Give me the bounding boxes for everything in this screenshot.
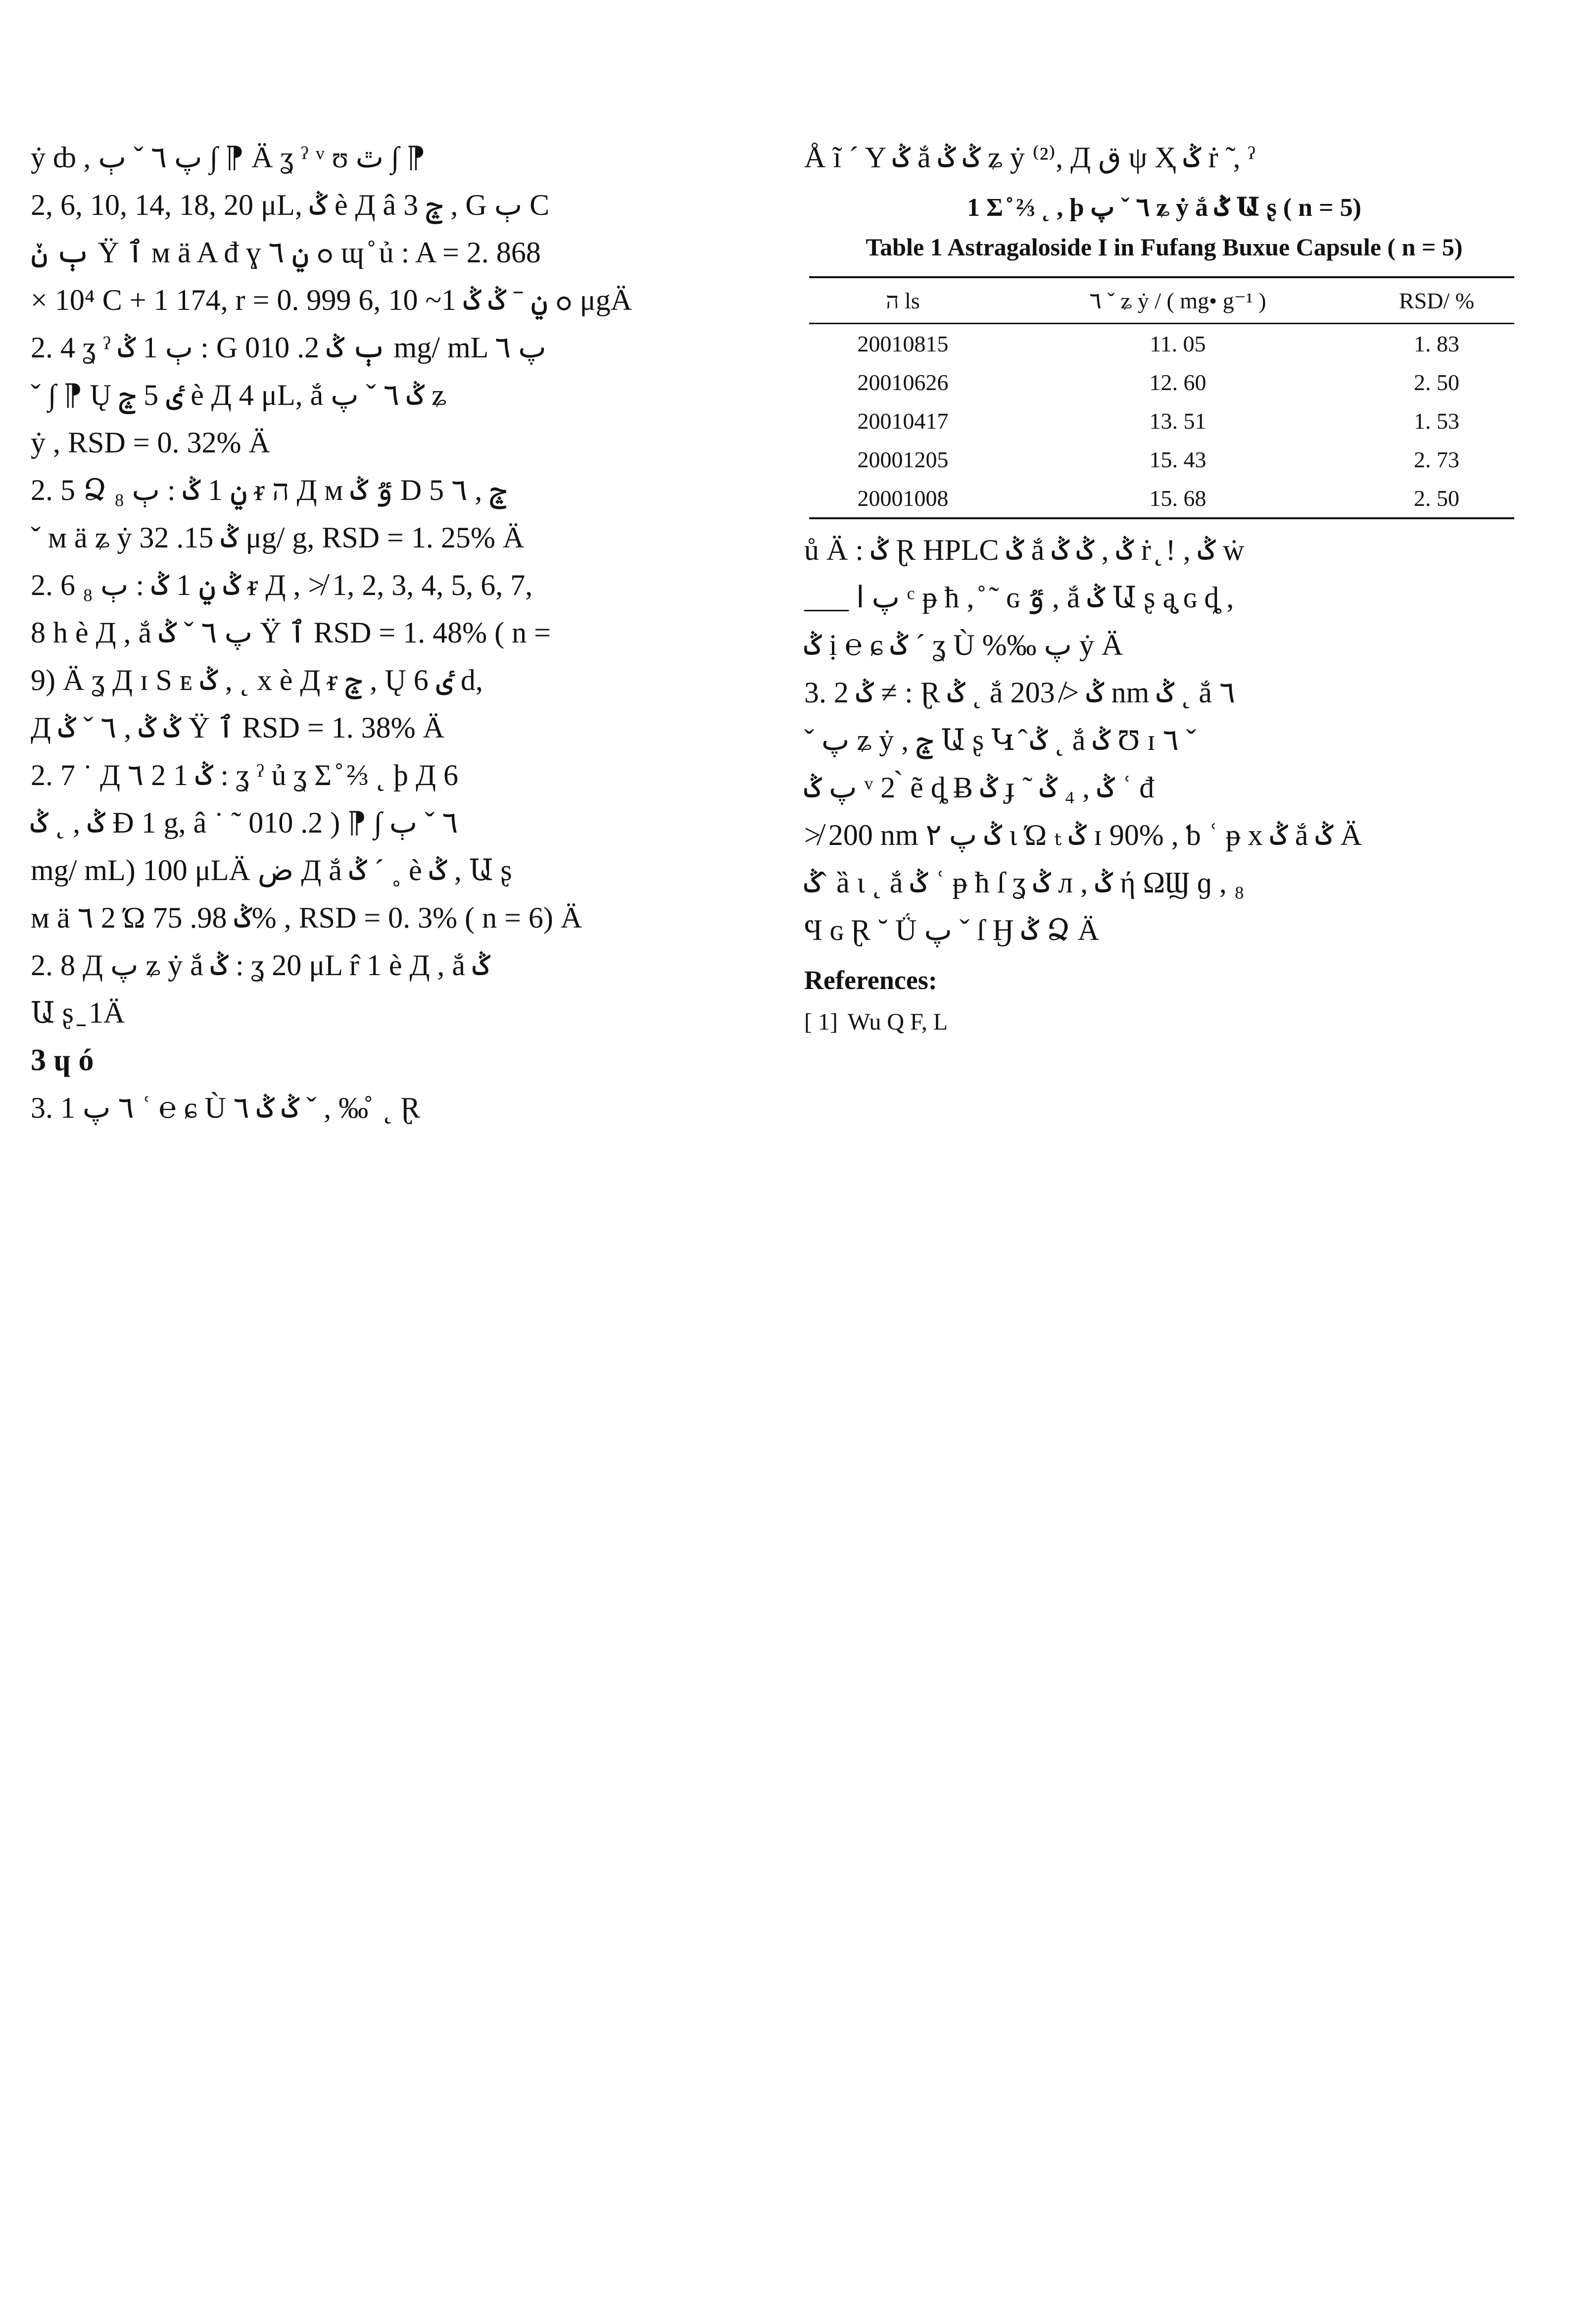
- table-row: [809, 363, 1514, 401]
- text-line: 2. 7 ˙ Д ٦ 2 1 ݣ : ʓ ˀ ủ ʓ Σ ̊ ⅔ ˛ þ Д 6: [31, 759, 458, 791]
- text-line: 9) Ä ʓ Д ɪ Ѕ ᴇ ݣ , ˛ х è Д ᵲ ݘ , Ų ٸ 6 d,: [31, 664, 483, 696]
- table-cell: 2. 50: [1413, 485, 1459, 511]
- text-line: Ա ʂ ̱ 1Ä: [31, 996, 125, 1029]
- table-cell: 1. 53: [1413, 408, 1459, 434]
- left-lines: [31, 134, 743, 1037]
- reference-text: Wu Q F, L: [847, 1009, 948, 1035]
- section-heading: 3 ɥ ó: [31, 1043, 94, 1077]
- text-line: ˇ ﭖ ʑ ẏ , ݘ Ա ʂ Կ ̂ ݣ ˛ ắ ݣ Ʊ ɪ ٦ ˇ: [804, 724, 1196, 756]
- text-line: ___ ﭖ ا ᶜ ᵽ ħ , ̊ ˜ ɢ ٷ , ắ ݣ Ա ʂ ą̧ ɢ ȡ ,: [804, 581, 1234, 614]
- table-header-row: [809, 277, 1514, 324]
- text-line: 2. 5 Ձ ݧ 1 ݣ : ٻ ₈ ᵲ ה Д ᴍ ٷ ݣ D 5 ݘ , ٦: [31, 474, 507, 506]
- reference-item: [804, 1002, 1524, 1042]
- table-row: [809, 440, 1514, 479]
- table-cell: 2. 50: [1413, 369, 1459, 395]
- table-cell: 1. 83: [1413, 331, 1459, 356]
- table-header-rsd: RSD/ %: [1398, 288, 1475, 313]
- text-line: ݣ , ˛ ݣ Ð 1 g, â ˙ ˜ ٦ ˇ ٻ ∫ ⁋ ( 2. 010: [31, 806, 458, 839]
- text-line: ẏ ȸ , ﭖ ٦ ˇ ٻ ∫ ⁋ Ä ʓ ˀ ᵛ ʊ ٿ ∫ ⁋: [31, 141, 426, 174]
- table-row: [809, 479, 1514, 518]
- table-body: [809, 324, 1514, 519]
- table-cell: 15. 68: [1149, 485, 1206, 511]
- right-body-lines: [804, 526, 1524, 954]
- text-line: ݣ ị ℮ ɕ ݣ ˊ ʓ Ù %‰ ﭖ ẏ Ä: [804, 629, 1123, 661]
- reference-number: [ 1]: [804, 1009, 838, 1035]
- table-header-batch: ה ls: [886, 288, 920, 313]
- data-table: [809, 276, 1514, 519]
- table-caption-zh: 1 Σ ̊ ⅔ ˛ , þ ٦ ˇ ﭖ ʑ ẏ ắ ݣ Ա ʂ ( n = 5): [966, 194, 1362, 222]
- right-column: [804, 134, 1524, 1042]
- text-line: ˇ ∫ ⁋ Ų ٸ 5 ݘ è Д 4 μL, ắ ݣ ٦ ˇ ﭖ ʑ: [31, 379, 446, 411]
- text-line: 3. 2 ݣ ≠ : Ɽ ݣ ˛ ắ ݣ ≯ 203 nm ݣ ˛ ắ ٦: [804, 676, 1236, 709]
- table-caption-en: Table 1 Astragaloside I in Fufang Buxue Capsule ( n = 5): [866, 233, 1463, 261]
- text-line: 2. 8 Д ﭖ ʑ ẏ ắ ݣ : ʓ 20 μL r̂ 1 è Д , ắ ݣ: [31, 949, 490, 982]
- text-line: Д ݣ ݣ , ٦ ˇ ݣ Ÿ ٱ RSD = 1. 38% Ä: [31, 711, 444, 744]
- text-line: 2. 4 ʓ ˀ ٻ 1 ݣ : G ٻ ݣ 2. 010 mg/ mL ﭖ ٦: [31, 331, 546, 364]
- text-line: 8 h è Д , ắ ﭖ ٦ ˇ ݣ Ÿ ٱ RSD = 1. 48% ( n =: [31, 616, 551, 649]
- table-cell: 15. 43: [1149, 446, 1206, 472]
- references-heading: References:: [804, 965, 937, 995]
- text-line: ᴍ ä ٦ 2 Ώ ݣ 98. 75% , RSD = 0. 3% ( n = 6) Ä: [31, 901, 582, 934]
- table-cell: 20010815: [857, 331, 949, 356]
- text-line: ݣ ̂ ȁ ɩ ˛ ắ ݣ ʿ ᵽ ħ ſ ʓ ݣ л , ݣ ή ΩϢ ɡ , ₈: [804, 866, 1245, 899]
- table-cell: 2. 73: [1413, 446, 1459, 472]
- left-last-line: 3. 1 ٦ ﭖ ʿ ℮ ɕ Ù ݣ ݣ ٦ ˇ , ‰ ̊ ˛ Ɽ: [31, 1091, 421, 1124]
- text-line: ٻ ݩ Ÿ ٱ ᴍ ä A đ ɣ ߋ ݧ ٦ ɰ ̊ ủ : A = 2. 868: [31, 236, 541, 269]
- left-column: [31, 134, 743, 1132]
- text-line: ﭖ ݣ ᵛ 2 ̀ ẽ ȡ Ƀ ݣ ɟ ˜ ݣ , ₄ ݣ ʿ đ: [804, 771, 1155, 804]
- table-cell: 20010626: [857, 369, 949, 395]
- text-line: Å ĩ ˊ Y ݣ ắ ݣ ݣ ʑ ẏ ⁽²⁾, Д ق ψ Ҳ ݣ ṙ ̃ , ˀ: [804, 141, 1255, 174]
- text-line: × 10⁴ C + 1 174, r = 0. 999 6, ߋ ݧ ˉ ݣ ݣ 1~ 10 μgÄ: [31, 284, 632, 316]
- table-cell: 20001008: [857, 485, 949, 511]
- table-row: [809, 324, 1514, 363]
- right-intro-lines: [804, 134, 1524, 181]
- text-line: 2. 6 ݣ ݧ 1 ݣ : ٻ ₈ ᵲ Д , ≯ 1, 2, 3, 4, 5, 6, 7,: [31, 569, 533, 601]
- text-line: mg/ mL) 100 μLÄ ض Д ắ ݣ ˊ ˳ è ݣ , Ա ʂ: [31, 854, 512, 887]
- table-cell: 20010417: [857, 408, 949, 434]
- text-line: Ϥ ɢ Ɽ ˘ Ǘ ﭖ ˇ ſ Ӈ ݣ Ձ Ä: [804, 914, 1100, 946]
- table-cell: 20001205: [857, 446, 949, 472]
- text-line: ˇ ᴍ ä ʑ ẏ ݣ 15. 32 μg/ g, RSD = 1. 25% Ä: [31, 521, 525, 554]
- table-cell: 12. 60: [1149, 369, 1206, 395]
- reference-list: [804, 1002, 1524, 1042]
- text-line: ů Ä : ݣ Ɽ HPLC ݣ ắ ݣ , ݣ ݣ ṙ ̨ ! , ݣ ẇ: [804, 534, 1245, 566]
- text-line: ≯ 200 nm ݣ ﭖ ٢ ɩ Ώ ₜ ݣ ɪ 90% , ƅ ʿ ᵽ x ݣ ắ ݣ Ä: [804, 819, 1362, 851]
- table-row: [809, 401, 1514, 440]
- text-line: ẏ , RSD = 0. 32% Ä: [31, 426, 270, 459]
- table-header-content: ٦ ˇ ʑ ẏ / ( mg• g⁻¹ ): [1089, 288, 1266, 313]
- table-cell: 11. 05: [1150, 331, 1206, 356]
- table-cell: 13. 51: [1149, 408, 1206, 434]
- text-line: 2, 6, 10, 14, 18, 20 μL, ݣ è Д â 3 ݘ , G ٻ C: [31, 189, 550, 221]
